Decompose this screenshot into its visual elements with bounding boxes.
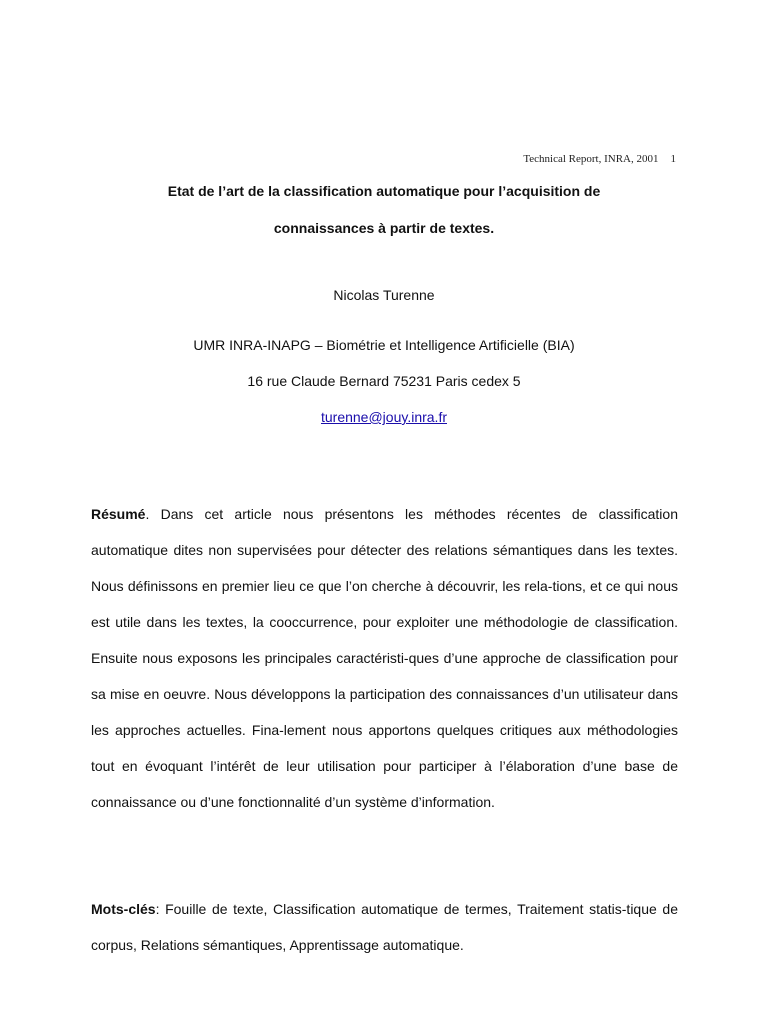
running-header — [523, 153, 676, 165]
page-number: 1 — [670, 153, 676, 165]
abstract-text: . Dans cet article nous présentons les méthodes récentes de classification automatique dites non supervisées pour détecter des relations sémantiques dans les textes. Nous définissons en premier lieu ce que l’on cherche à découvrir, les rela-tions, et ce qui nous est utile dans les textes, la cooccurrence, pour exploiter une méthodologie de classification. Ensuite nous exposons les principales caractéristi-ques d’une approche de classification pour sa mise en oeuvre. Nous développons la participation des connaissances d’un utilisateur dans les approches actuelles. Fina-lement nous apportons quelques critiques aux méthodologies tout en évoquant l’intérêt de leur utilisation pour participer à l’élaboration d’une base de connaissance ou d’une fonctionnalité d’un système d’information. — [91, 506, 678, 810]
keywords-label: Mots-clés — [91, 901, 156, 917]
author-affiliation: UMR INRA-INAPG – Biométrie et Intelligence Artificielle (BIA) — [193, 337, 575, 353]
keywords-text: : Fouille de texte, Classification automatique de termes, Traitement statis-tique de corpus, Relations sémantiques, Apprentissage automatique. — [91, 901, 678, 953]
abstract-paragraph — [91, 496, 678, 820]
title-line-2: connaissances à partir de textes. — [273, 220, 495, 236]
author-address: 16 rue Claude Bernard 75231 Paris cedex 5 — [247, 373, 521, 389]
title-line-1: Etat de l’art de la classification automatique pour l’acquisition de — [167, 183, 601, 199]
email-line — [0, 409, 768, 425]
author-name: Nicolas Turenne — [333, 287, 435, 303]
keywords-paragraph — [91, 891, 678, 963]
author-email-link[interactable]: turenne@jouy.inra.fr — [320, 409, 447, 425]
abstract-label: Résumé — [91, 506, 146, 522]
running-head-text: Technical Report, INRA, 2001 — [523, 153, 659, 165]
